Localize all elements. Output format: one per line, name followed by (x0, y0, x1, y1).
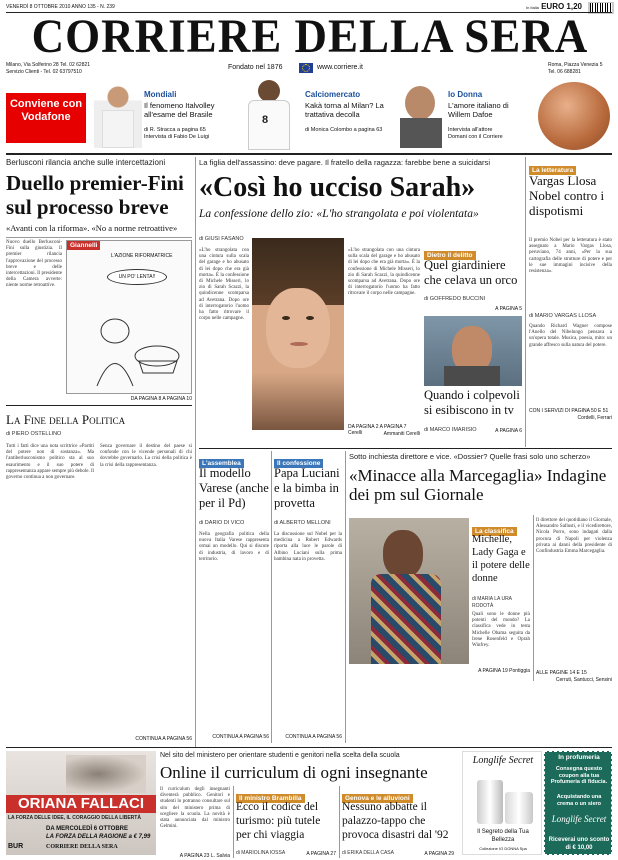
profumeria-text: Consegna questo coupon alla tua Profumeria di fiducia. (550, 766, 608, 785)
commentary-title[interactable]: La Fine della Politica (6, 412, 126, 427)
coin-icon (538, 82, 610, 150)
lead-left-kicker: Berlusconi rilancia anche sulle intercettazioni (6, 158, 166, 167)
commentary-body-1: Tutti i fatti dice una nota scrittrice «Partiti del potere non di sostanza». Ma l'antiberlusconismo politico sta al suo esaurimento e il suo potere di rappresentanza appare sempre più debole. Il governo continua a non governare. (6, 444, 95, 481)
side-byline: di GOFFREDO BUCCINI (424, 296, 486, 302)
eu-flag-icon (299, 63, 313, 73)
fallaci-date: DA MERCOLEDÌ 6 OTTOBRE (46, 826, 129, 832)
ci1-tag-wrap (236, 787, 336, 802)
side-headline-2[interactable]: Quando i colpevoli si esibiscono in tv (424, 388, 520, 417)
ba2-body: La discussione sul Nobel per la medicina a Robert Edwards riporta alla luce le parole di Albino Luciani sulla prima bambina nata in provetta. (274, 532, 342, 562)
commentary-footer: CONTINUA A PAGINA 56 (135, 736, 192, 742)
product-jar-icon (477, 780, 503, 824)
side-byline-2: di MARCO IMARISIO (424, 427, 477, 433)
teaser-text-3[interactable]: L'amore italiano di Willem Dafoe (448, 101, 509, 119)
ba1-headline[interactable]: Il modello Varese (anche per il Pd) (199, 466, 269, 510)
teaser-section-3: Io Donna (448, 90, 483, 99)
ba2-byline: di ALBERTO MELLONI (274, 520, 331, 526)
longlife-footer: Collezione IO DONNA Spa (479, 846, 527, 851)
teaser-section-2: Calciomercato (305, 90, 361, 99)
lett-headline[interactable]: Vargas Llosa Nobel contro i dispotismi (529, 173, 605, 218)
main-body-2: «L'ho strangolata con una cintura sulla scala del garage e ho abusato di lei dopo che era già morta». È la confessione di Michele Misseri, lo zio di Sarah Scazzi, la quindicenne scomparsa ad Avetrana. Dopo ore di interrogatorio l'uomo ha fatto ritrovare il corpo nelle campagne. (348, 248, 420, 297)
main-body-1: «L'ho strangolata con una cintura sulla scala del garage e ho abusato di lei dopo che era già morta». È la confessione di Michele Misseri, lo zio di Sarah Scazzi, la quindicenne scomparsa ad Avetrana. Dopo ore di interrogatorio l'uomo ha fatto ritrovare il corpo nelle campagne. (199, 248, 249, 322)
marc-tag-wrap (472, 520, 530, 535)
obama-photo (349, 518, 469, 664)
fallaci-footer: CORRIERE DELLA SERA (46, 844, 118, 850)
longlife-text: Il Segreto della Tua Bellezza (477, 829, 529, 843)
lett-footer: CON I SERVIZI DI PAGINA 50 E 51 (529, 408, 609, 414)
ci2-footer: A PAGINA 29 (424, 851, 454, 857)
lett-body: Il premio Nobel per la letteratura è stato assegnato a Mario Vargas Llosa, peruviano, 74 anni, «Per la sua cartografia delle strutture di potere e per le sue immagini incisive della resistenza». (529, 238, 612, 275)
product-box-icon (505, 792, 533, 824)
profumeria-offer: Riceverai uno sconto di € 10,00 (548, 837, 610, 851)
lead-left-footer: DA PAGINA 8 A PAGINA 10 (130, 396, 192, 402)
website-link[interactable]: www.corriere.it (317, 64, 363, 71)
teaser-credit-1b: Intervista di Fabio De Luigi (144, 134, 210, 140)
ba1-tag: L'assemblea (199, 459, 244, 468)
fallaci-book: LA FORZA DELLA RAGIONE a € 7,99 (46, 834, 151, 840)
side-headline[interactable]: Quel giardiniere che celava un orco (424, 258, 518, 287)
profumeria-text-2: Acquistando una crema o un siero (556, 794, 602, 807)
ci2-headline[interactable]: Nessuno abbatte il palazzo-tappo che provoca disastri dal '92 (342, 801, 449, 841)
ba2-headline[interactable]: Papa Luciani e la bimba in provetta (274, 466, 340, 510)
marc-footer-2: Cerruti, Santucci, Sensini (555, 677, 612, 683)
ba2-tag-wrap (274, 452, 342, 467)
teaser-credit-1: di R. Stracca a pagina 65 (144, 127, 206, 133)
marc-tag: La classifica (472, 527, 517, 536)
profumeria-brand: Longlife Secret (551, 814, 607, 824)
marc-footer: ALLE PAGINE 14 E 15 (536, 670, 587, 676)
main-byline: di GIUSI FASANO (199, 236, 244, 242)
ba1-tag-wrap (199, 452, 269, 467)
fallaci-rizzoli: BUR (8, 843, 24, 850)
lead-left-subhead: «Avanti con la riforma». «No a norme retroattive» (6, 223, 178, 233)
volleyball-player-photo (94, 80, 142, 148)
longlife-ad[interactable] (462, 751, 542, 855)
masthead-left-info-2: Servizio Clienti - Tel. 02 63797510 (6, 69, 82, 75)
cartoon-drawing (77, 291, 183, 391)
date-line: VENERDÌ 8 OTTOBRE 2010 ANNO 135 - N. 239 (6, 4, 115, 10)
kaka-photo: 8 (240, 78, 300, 150)
fallaci-ad[interactable] (6, 751, 156, 855)
commentary-byline: di PIERO OSTELLINO (6, 431, 62, 437)
lett-tag: La letteratura (529, 166, 576, 175)
sarah-photo (252, 238, 344, 430)
fallaci-slogan: LA FORZA DELLE IDEE, IL CORAGGIO DELLA LIBERTÀ (8, 815, 141, 821)
dafoe-photo (400, 80, 442, 148)
masthead-right-info-1: Roma, Piazza Venezia 5 (548, 62, 603, 68)
teaser-section-1: Mondiali (144, 90, 177, 99)
ci1-byline: di MARIOLINA IOSSA (236, 850, 286, 856)
main-kicker: La figlia dell'assassino: deve pagare. Il fratello della ragazza: farebbe bene a suicidarsi (199, 158, 491, 167)
teaser-credit-3: Intervista all'attore (448, 127, 493, 133)
ci1-footer: A PAGINA 27 (306, 851, 336, 857)
commentary-body-2: Senza governare il destino del paese si confonde con le vicende personali di chi dovrebbe governarlo. La crisi della politica è la crisi della rappresentanza. (100, 444, 192, 468)
teaser-text-2[interactable]: Kakà torna al Milan? La trattativa decolla (305, 101, 384, 119)
cartoon (66, 240, 192, 394)
curr-headline[interactable]: Online il curriculum di ogni insegnante (160, 763, 428, 782)
misseri-photo (424, 316, 522, 386)
marc-side-headline[interactable]: Michelle, Lady Gaga e il potere delle donne (472, 534, 530, 584)
side-footer: A PAGINA 5 (495, 306, 522, 312)
side-footer-2: A PAGINA 6 (495, 428, 522, 434)
ci2-tag: Genova e le alluvioni (342, 794, 413, 803)
longlife-brand: Longlife Secret (472, 755, 534, 766)
teaser-credit-2: di Monica Colombo a pagina 63 (305, 127, 383, 133)
lett-byline: di MARIO VARGAS LLOSA (529, 313, 597, 319)
price: In Italia EURO 1,20 (525, 2, 582, 11)
fallaci-name: ORIANA FALLACI (6, 795, 156, 813)
profumeria-coupon[interactable] (544, 751, 612, 855)
profumeria-tag: In profumeria (558, 754, 600, 761)
marc-side-body: Quali sono le donne più potenti del mondo? La classifica vede in testa Michelle Obama seguita da Irene Rosenfeld e Oprah Winfrey. (472, 612, 530, 649)
cartoon-caption: L'AZIONE RIFORMATRICE (111, 253, 173, 259)
ba2-tag: Il confessione (274, 459, 323, 468)
marc-kicker: Sotto inchiesta direttore e vice. «Dossier? Quelle frasi solo uno scherzo» (349, 452, 591, 461)
ci1-headline[interactable]: Ecco il codice del turismo: più tutele per chi viaggia (236, 801, 321, 841)
ba1-body: Nella geografia politica della nuova Italia Varese rappresenta ormai un modello. Qui si discute di industria, di lavoro e di territorio. (199, 532, 269, 562)
lead-left-body: Nuovo duello Berlusconi-Fini sulla giustizia. Il premier rilancia l'approvazione del processo breve e delle intercettazioni. Il presidente della Camera avverte: niente norme retroattive. (6, 240, 62, 289)
side-tag: Dietro il delitto (424, 251, 476, 260)
ba1-footer: CONTINUA A PAGINA 56 (212, 734, 269, 740)
main-headline[interactable]: «Così ho ucciso Sarah» (199, 172, 476, 203)
lett-body-2: Quando Richard Wagner compose l'Anello del Nibelungo pensava a un'opera totale. Musica, poesia, mito: un grande affresco sulla natura del potere. (529, 324, 612, 348)
cartoon-bubble: UN PO' LENTA!! (107, 269, 167, 285)
vodafone-ad-text: Conviene con Vodafone (9, 98, 83, 123)
ci1-tag: Il ministro Brambilla (236, 794, 305, 803)
marc-side-byline: di MARIA LA URA RODOTÀ (472, 596, 512, 609)
lead-left-headline[interactable]: Duello premier-Fini sul processo breve (6, 171, 184, 219)
ba1-byline: di DARIO DI VICO (199, 520, 245, 526)
fallaci-portrait (66, 755, 146, 793)
curr-kicker: Nel sito del ministero per orientare studenti e genitori nella scelta della scuola (160, 752, 400, 759)
teaser-credit-3b: Domani con il Corriere (448, 134, 503, 140)
vodafone-ad[interactable] (6, 93, 86, 143)
lett-tag-wrap (529, 159, 612, 174)
marc-headline[interactable]: «Minacce alla Marcegaglia» Indagine dei pm sul Giornale (349, 466, 607, 504)
teaser-text-1[interactable]: Il fenomeno Italvolley all'esame del Brasile (144, 101, 215, 119)
masthead-right-info-2: Tel. 06 688281 (548, 69, 581, 75)
ci2-byline: di ERIKA DELLA CASA (342, 850, 394, 856)
marc-side-footer: A PAGINA 19 Pontiggia (478, 668, 530, 674)
curr-body: Il curriculum degli insegnanti diventerà pubblico. Genitori e studenti lo potranno consultare sul sito del ministero prima di scegliere la scuola. La novità è stata annunciata dal ministro Gelmini. (160, 787, 230, 830)
cartoon-tag: Giannelli (67, 241, 100, 250)
founded: Fondato nel 1876 (228, 64, 283, 71)
main-credit: Ammaniti Cerelli (383, 431, 420, 437)
ba2-footer: CONTINUA A PAGINA 56 (285, 734, 342, 740)
masthead-title: CORRIERE DELLA SERA (31, 9, 589, 63)
main-footer: DA PAGINA 2 A PAGINA 7 Cerelli (348, 424, 407, 436)
marc-body: Il direttore del quotidiano il Giornale, Alessandro Sallusti, e il vicedirettore, Nicola Porro, sono indagati dalla procura di Napoli per violenza privata ai danni della presidente di Confindustria Emma Marcegaglia. (536, 518, 612, 555)
curr-footer: A PAGINA 23 L. Salvia (179, 853, 230, 859)
side-tag-wrap (424, 244, 522, 259)
main-subhead: La confessione dello zio: «L'ho strangolata e poi violentata» (199, 208, 479, 220)
masthead-left-info-1: Milano, Via Solferino 28 Tel. 02 62821 (6, 62, 91, 68)
ci2-tag-wrap (342, 787, 454, 802)
lett-footer-2: Cordelli, Ferrari (577, 415, 612, 421)
